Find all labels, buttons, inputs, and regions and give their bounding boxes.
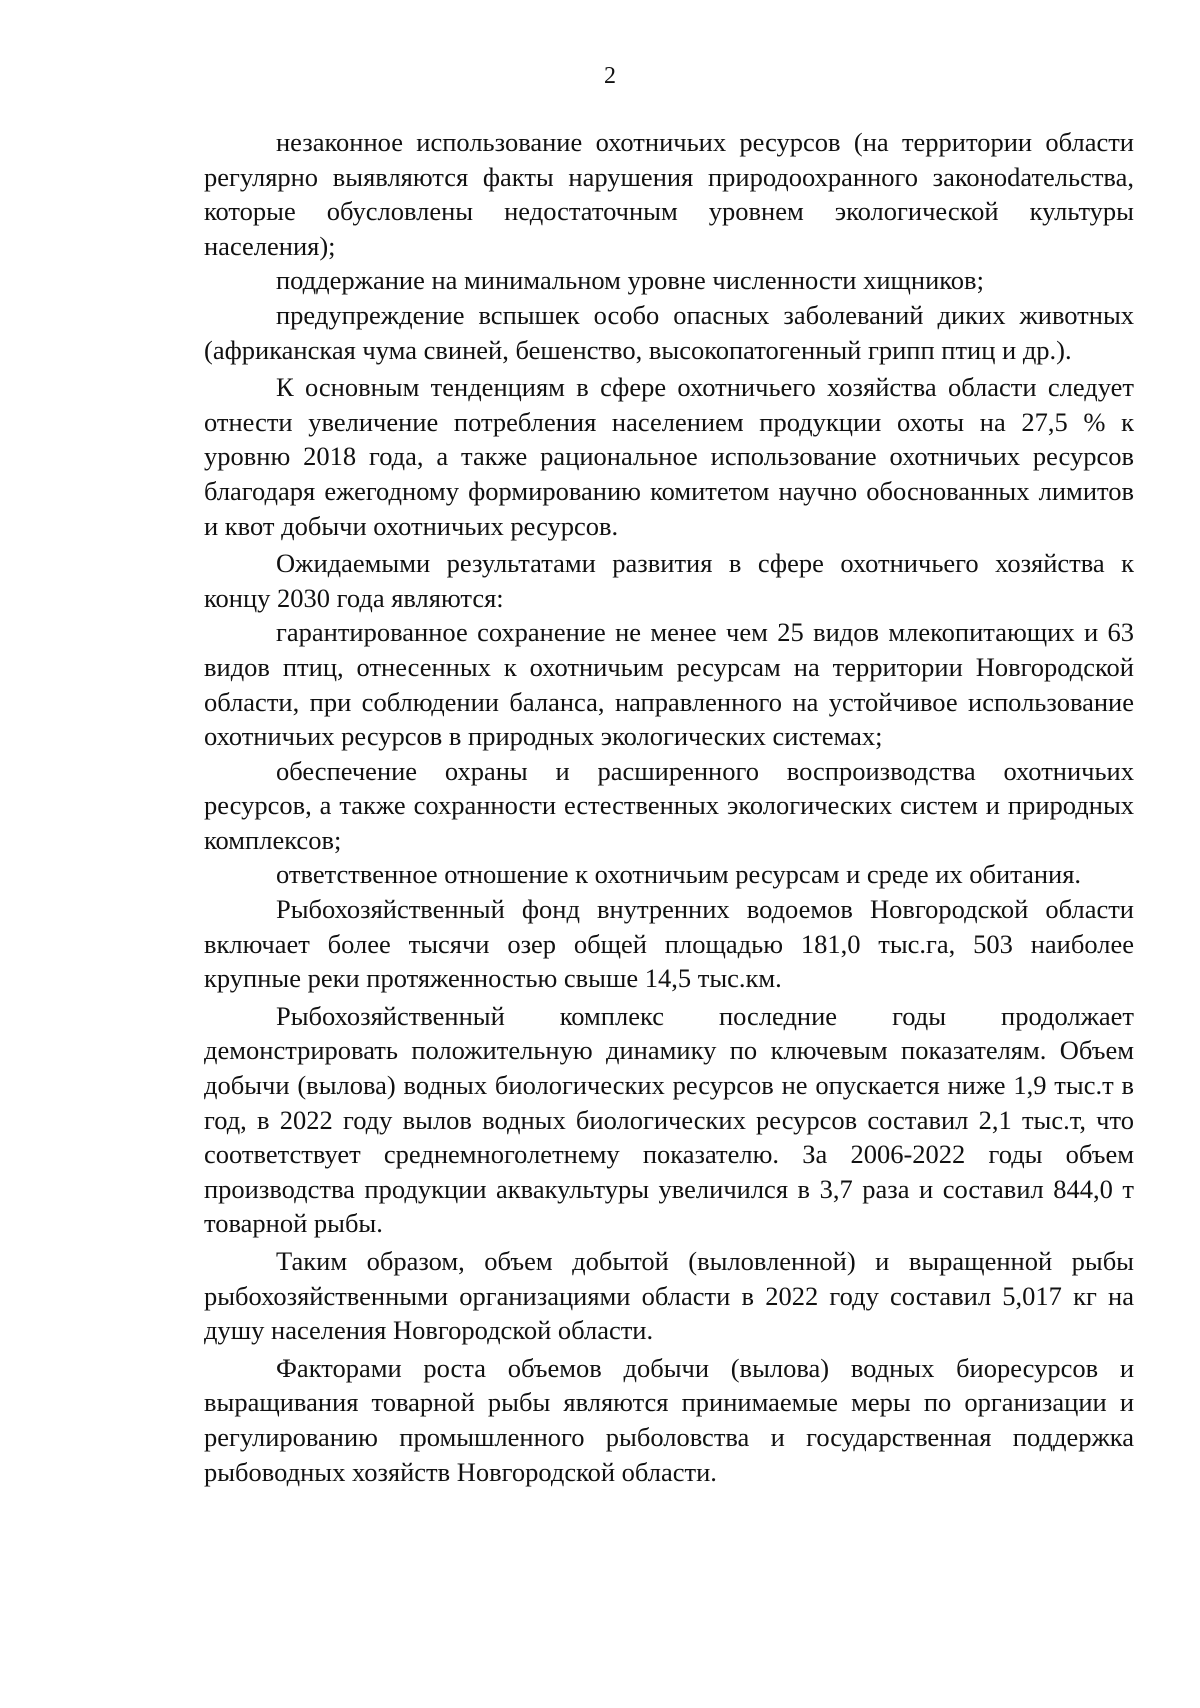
- page-number: 2: [604, 63, 616, 89]
- paragraph-illegal-use: незаконное использование охотничьих ресурсов (на территории области регулярно выявляются факты нарушения природоохранного законоdательства, которые обусловлены недостаточным уровнем экологической культуры населения);: [204, 127, 1134, 261]
- paragraph-expected-results: Ожидаемыми результатами развития в сфере охотничьего хозяйства к концу 2030 года являются:: [204, 548, 1134, 613]
- paragraph-fishery-fund: Рыбохозяйственный фонд внутренних водоемов Новгородской области включает более тысячи озер общей площадью 181,0 тыс.га, 503 наиболее крупные реки протяженностью свыше 14,5 тыс.км.: [204, 894, 1134, 994]
- paragraph-species-preservation: гарантированное сохранение не менее чем 25 видов млекопитающих и 63 видов птиц, отнесенных к охотничьим ресурсам на территории Новгородской области, при соблюдении баланса, направленного на устойчивое использование охотничьих ресурсов в природных экологических системах;: [204, 617, 1134, 752]
- paragraph-responsible-attitude: ответственное отношение к охотничьим ресурсам и среде их обитания.: [276, 859, 1082, 890]
- paragraph-per-capita: Таким образом, объем добытой (выловленной) и выращенной рыбы рыбохозяйственными организациями области в 2022 году составил 5,017 кг на душу населения Новгородской области.: [204, 1246, 1134, 1346]
- paragraph-growth-factors: Факторами роста объемов добычи (вылова) водных биоресурсов и выращивания товарной рыбы являются принимаемые меры по организации и регулированию промышленного рыболовства и государственная поддержка рыбоводных хозяйств Новгородской области.: [204, 1352, 1134, 1487]
- paragraph-disease-prevention: предупреждение вспышек особо опасных заболеваний диких животных (африканская чума свиней, бешенство, высокопатогенный грипп птиц и др.).: [204, 299, 1134, 365]
- paragraph-protection-reproduction: обеспечение охраны и расширенного воспроизводства охотничьих ресурсов, а также сохранности естественных экологических систем и природных комплексов;: [204, 755, 1134, 855]
- paragraph-hunting-trends: К основным тенденциям в сфере охотничьего хозяйства области следует отнести увеличение потребления населением продукции охоты на 27,5 % к уровню 2018 года, а также рациональное использование охотничьих ресурсов благодаря ежегодному формированию комитетом научно обоснованных лимитов и квот добычи охотничьих ресурсов.: [204, 372, 1134, 541]
- paragraph-predators: поддержание на минимальном уровне численности хищников;: [276, 265, 984, 296]
- paragraph-fishery-complex: Рыбохозяйственный комплекс последние годы продолжает демонстрировать положительную динамику по ключевым показателям. Объем добычи (вылова) водных биологических ресурсов не опускается ниже 1,9 тыс.т в год, в 2022 году вылов водных биологических ресурсов составил 2,1 тыс.т, что соответствует среднемноголетнему показателю. За 2006-2022 годы объем производства продукции аквакультуры увеличился в 3,7 раза и составил 844,0 т товарной рыбы.: [204, 1000, 1134, 1239]
- document-body: [204, 125, 1134, 1489]
